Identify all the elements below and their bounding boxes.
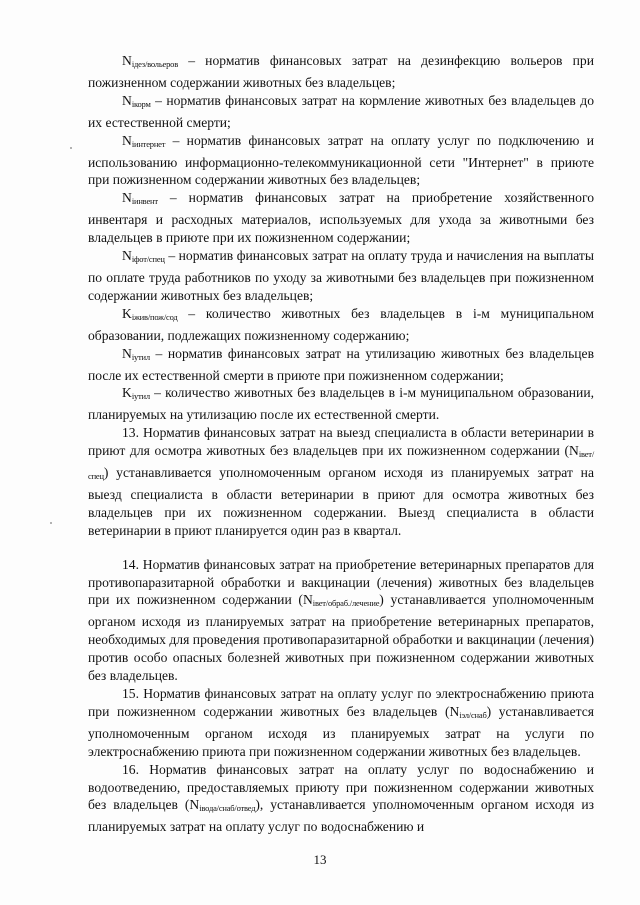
symbol-subscript: iфот/спец xyxy=(131,254,165,265)
symbol: N xyxy=(122,190,132,206)
symbol-subscript: iвода/снаб/отвед xyxy=(199,803,256,814)
definition-text: – норматив финансовых затрат на утилизацию животных без владельцев после их естественной смерти в приюте при пожизненном содержании; xyxy=(88,345,594,383)
definition-paragraph xyxy=(88,305,594,345)
clause-16 xyxy=(88,761,594,837)
symbol: N xyxy=(449,703,460,719)
definition-paragraph xyxy=(88,247,594,305)
symbol-subscript: iдез/вольеров xyxy=(131,59,179,69)
clause-15 xyxy=(88,685,594,761)
definition-paragraph xyxy=(88,132,594,190)
symbol: K xyxy=(122,305,132,321)
definition-paragraph xyxy=(88,345,594,385)
definition-text: – норматив финансовых затрат на приобретение хозяйственного инвентаря и расходных материалов, используемых для ухода за животными без владельцев в приюте при их пожизненном содержании; xyxy=(88,190,594,246)
definition-paragraph xyxy=(88,52,594,92)
clause-text: ) устанавливается уполномоченным органом исходя из планируемых затрат на выезд специалиста в области ветеринарии в приют для осмотра животных без владельцев при их пожизненном содержании. Выезд специалиста в области ветеринарии в приют планируется один раз в квартал. xyxy=(88,465,594,538)
clause-text: ) устанавливается уполномоченным органом исходя из планируемых затрат на приобретение ветеринарных препаратов, необходимых для проведения противопаразитарной обработки и вакцинации (лечения) против особо опасных болезней животных при пожизненном содержании животных без владельцев. xyxy=(88,592,594,684)
symbol-subscript: iкорм xyxy=(131,98,151,109)
definition-text: – норматив финансовых затрат на оплату труда и начисления на выплаты по оплате труда работников по уходу за животными без владельцев при пожизненном содержании животных без владельцев; xyxy=(88,248,594,303)
symbol-subscript: iутил xyxy=(131,351,150,362)
page-number: 13 xyxy=(313,852,327,867)
definition-text: – норматив финансовых затрат на кормление животных без владельцев до их естественной смерти; xyxy=(88,92,594,130)
symbol: N xyxy=(122,345,132,361)
symbol-subscript: iэл/снаб xyxy=(459,709,487,720)
definition-text: – количество животных без владельцев в i-м муниципальном образовании, планируемых на утилизацию после их естественной смерти. xyxy=(88,385,594,423)
clause-text: ) устанавливается уполномоченным органом исходя из планируемых затрат на услуги по электроснабжению приюта при пожизненном содержании животных без владельцев. xyxy=(88,703,595,759)
symbol-subscript: iинтернет xyxy=(131,138,166,149)
clause-text: 16. Норматив финансовых затрат на оплату услуг по водоснабжению и водоотведению, предоставляемых приюту при пожизненном содержании животных без владельцев ( xyxy=(88,761,594,813)
symbol: N xyxy=(122,53,132,68)
scan-speck xyxy=(70,147,72,149)
definition-paragraph xyxy=(88,384,594,424)
clause-14 xyxy=(88,556,594,685)
definition-text: – норматив финансовых затрат на оплату услуг по подключению и использованию информационно-телекоммуникационной сети "Интернет" в приюте при пожизненном содержании животных без владельцев; xyxy=(88,132,594,188)
definition-text: – количество животных без владельцев в i-м муниципальном образовании, подлежащих пожизненному содержанию; xyxy=(88,305,594,343)
symbol: N xyxy=(122,92,132,108)
clause-text: 13. Норматив финансовых затрат на выезд специалиста в области ветеринарии в приют для осмотра животных без владельцев при их пожизненном содержании ( xyxy=(88,425,594,459)
clause-text: ), устанавливается уполномоченным органом исходя из планируемых затрат на оплату услуг по водоснабжению и xyxy=(88,797,594,835)
symbol: N xyxy=(122,248,132,264)
symbol-subscript: iвет/спец xyxy=(88,449,594,482)
symbol-subscript: iжив/пож/сод xyxy=(131,311,178,322)
body-text xyxy=(88,52,594,836)
clause-text: 14. Норматив финансовых затрат на приобретение ветеринарных препаратов для противопаразитарной обработки и вакцинации (лечения) животных без владельцев при их пожизненном содержании ( xyxy=(88,556,594,608)
symbol: N xyxy=(122,132,132,148)
definition-paragraph xyxy=(88,189,594,247)
symbol-subscript: iвет/обраб./лечение xyxy=(312,598,380,609)
symbol: N xyxy=(302,592,313,608)
clause-text: 15. Норматив финансовых затрат на оплату услуг по электроснабжению приюта при пожизненном содержании животных без владельцев ( xyxy=(88,686,594,719)
symbol-subscript: iинвент xyxy=(131,196,158,207)
clause-13 xyxy=(88,424,594,539)
definition-text: – норматив финансовых затрат на дезинфекцию вольеров при пожизненном содержании животных без владельцев; xyxy=(88,53,594,90)
symbol: K xyxy=(122,385,132,401)
symbol-subscript: iутил xyxy=(131,391,150,402)
symbol: N xyxy=(189,797,200,813)
scan-speck xyxy=(50,522,52,524)
symbol: N xyxy=(568,443,579,459)
definition-paragraph xyxy=(88,92,594,132)
